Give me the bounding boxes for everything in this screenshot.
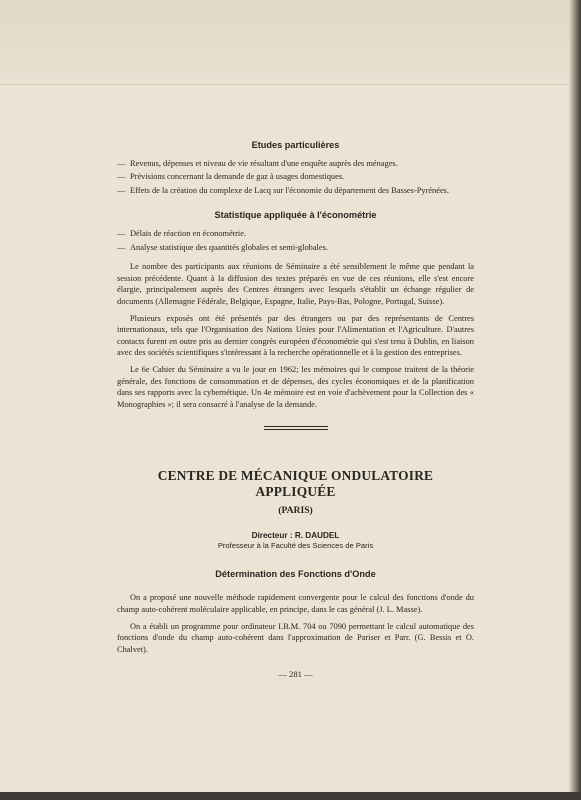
section-heading-statistique: Statistique appliquée à l'économétrie (214, 210, 377, 221)
paragraph: Plusieurs exposés ont été présentés par des étrangers ou par des représentants de Centres internationaux, tels que l'Organisation des Nations Unies pour l'Alimentation et l'Agriculture. D'autres contacts furent en outre pris au dernier congrès européen d'économétrie qui s'est tenu à Dublin, en liaison avec des sociétés scientifiques s'intéressant à la recherche opérationnelle et à la gestion des entreprises. (117, 313, 474, 358)
list-item: — Analyse statistique des quantités globales et semi-globales. (117, 242, 474, 254)
section-divider (264, 426, 328, 430)
page-number: — 281 — (278, 669, 313, 680)
statistique-list (117, 228, 474, 253)
section-heading-etudes: Etudes particulières (251, 140, 340, 150)
centre-title: CENTRE DE MÉCANIQUE ONDULATOIRE APPLIQUÉE (157, 468, 434, 500)
centre-subtitle: (PARIS) (278, 505, 313, 517)
director-role: Professeur à la Faculté des Sciences de Paris (217, 540, 374, 550)
page-content (117, 140, 474, 681)
list-item: — Prévisions concernant la demande de gaz à usages domestiques. (117, 171, 474, 183)
section-heading-fonctions: Détermination des Fonctions d'Onde (215, 568, 376, 579)
page-bottom-edge (0, 792, 581, 800)
etudes-list (117, 158, 474, 197)
paragraph: On a établi un programme pour ordinateur I.B.M. 704 ou 7090 permettant le calcul automatique des fonctions d'onde du champ auto-cohérent dans l'approximation de Pariser et Parr. (G. Bessis et O. Chalvet). (117, 621, 474, 654)
list-item: — Effets de la création du complexe de Lacq sur l'économie du département des Basses-Pyrénées. (117, 185, 474, 197)
paragraph: On a proposé une nouvelle méthode rapidement convergente pour le calcul des fonctions d'onde du champ auto-cohérent moléculaire applicable, en principe, dans le cas général (J. L. Masse). (117, 593, 474, 615)
page-edge-shadow (569, 0, 581, 800)
list-item: — Revenus, dépenses et niveau de vie résultant d'une enquête auprès des ménages. (117, 158, 474, 170)
paragraph: Le 6e Cahier du Séminaire a vu le jour en 1962; les mémoires qui le compose traitent de la théorie générale, des fonctions de consommation et de dépenses, des cycles économiques et de la planification dans ses rapports avec la cybernétique. Un 4e mémoire est en voie d'achèvement pour la Collection des « Monographies »; il sera consacré à l'analyse de la demande. (117, 364, 474, 409)
paragraph: Le nombre des participants aux réunions de Séminaire a été sensiblement le même que pendant la session précédente. Quant à la diffusion des textes préparés en vue de ces réunions, elle s'est encore élargie, principalement auprès des Centres étrangers avec lesquels s'établit un échange régulier de documents (Allemagne Fédérale, Belgique, Espagne, Italie, Pays-Bas, Pologne, Portugal, Suisse). (117, 262, 474, 306)
list-item: — Délais de réaction en économétrie. (117, 228, 474, 240)
director-line: Directeur : R. DAUDEL (251, 530, 340, 540)
facing-page-strip (0, 0, 581, 85)
